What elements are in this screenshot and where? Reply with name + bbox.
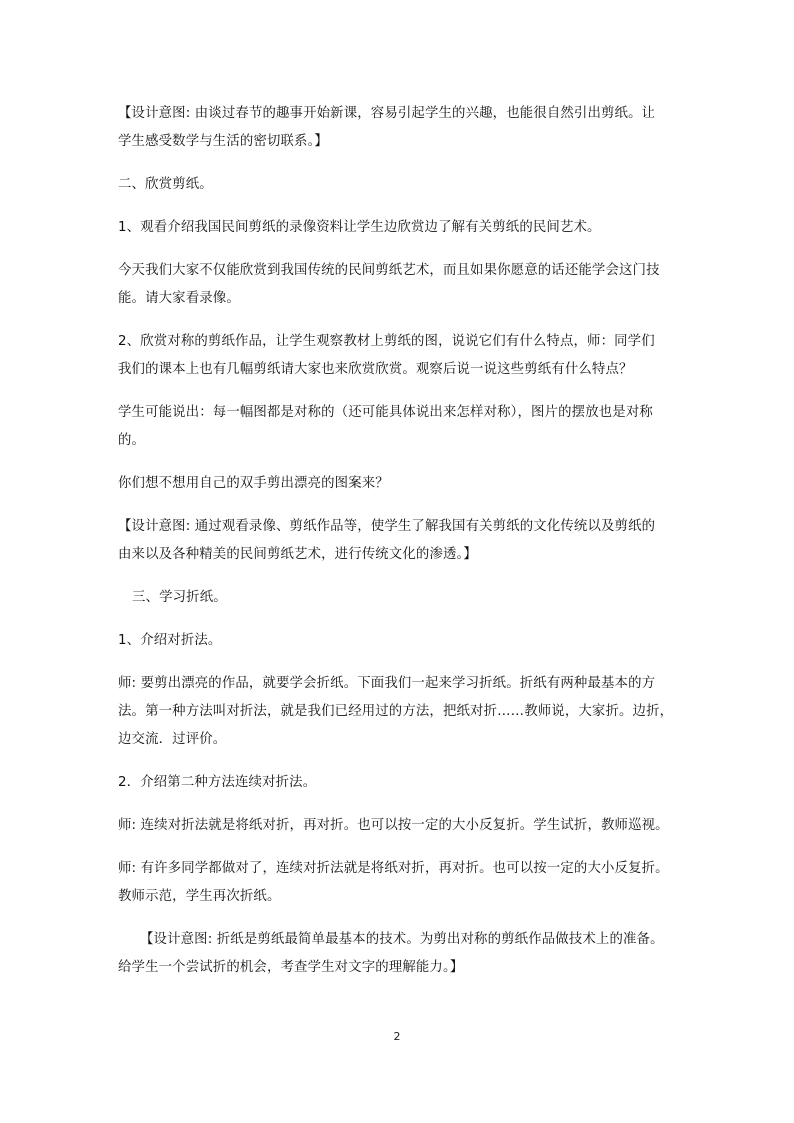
- section-heading-learn-folding: [118, 584, 683, 612]
- text-line: 二、欣赏剪纸。: [118, 177, 213, 192]
- text-line: 【设计意图: 通过观看录像、剪纸作品等，使学生了解我国有关剪纸的文化传统以及剪纸的: [118, 519, 656, 534]
- teacher-intro-paragraph: [118, 257, 683, 313]
- step-1-fold-method: [118, 627, 683, 655]
- step-1-watch-video: [118, 214, 683, 242]
- text-line: 【设计意图: 由谈过春节的趣事开始新课，容易引起学生的兴趣，也能很自然引出剪纸。让: [118, 106, 656, 121]
- student-response-paragraph: [118, 399, 683, 455]
- text-line: 2．介绍第二种方法连续对折法。: [118, 775, 317, 790]
- design-intent-paragraph-1: [118, 100, 683, 156]
- design-intent-paragraph-2: [118, 513, 683, 569]
- text-line: 2、欣赏对称的剪纸作品，让学生观察教材上剪纸的图，说说它们有什么特点，师：同学们: [118, 334, 655, 349]
- section-heading-appreciate-papercut: [118, 171, 683, 199]
- step-2-symmetric-works: [118, 328, 683, 384]
- teacher-feedback-paragraph: [118, 855, 683, 911]
- text-line: 我们的课本上也有几幅剪纸请大家也来欣赏欣赏。观察后说一说这些剪纸有什么特点？: [118, 362, 633, 377]
- text-line: 1、介绍对折法。: [118, 633, 222, 648]
- text-line: 1、观看介绍我国民间剪纸的录像资料让学生边欣赏边了解有关剪纸的民间艺术。: [118, 220, 601, 235]
- teacher-continuous-fold-paragraph: [118, 812, 683, 840]
- question-paragraph: [118, 470, 683, 498]
- text-line: 给学生一个尝试折的机会，考查学生对文字的理解能力。】: [118, 960, 464, 975]
- text-line: 由来以及各种精美的民间剪纸艺术，进行传统文化的渗透。】: [118, 547, 477, 562]
- text-line: 师: 有许多同学都做对了，连续对折法就是将纸对折，再对折。也可以按一定的大小反复折。: [118, 861, 669, 876]
- text-line: 教师示范，学生再次折纸。: [118, 889, 281, 904]
- text-line: 边交流．过评价。: [118, 732, 227, 747]
- page-body: [118, 100, 683, 997]
- text-line: 的。: [118, 433, 146, 448]
- text-line: 师: 连续对折法就是将纸对折，再对折。也可以按一定的大小反复折。学生试折，教师巡视。: [118, 818, 669, 833]
- text-line: 能。请大家看录像。: [118, 291, 240, 306]
- step-2-continuous-fold: [118, 769, 683, 797]
- text-line: 三、学习折纸。: [132, 590, 227, 605]
- text-line: 【设计意图: 折纸是剪纸最简单最基本的技术。为剪出对称的剪纸作品做技术上的准备。: [140, 932, 664, 947]
- text-line: 你们想不想用自己的双手剪出漂亮的图案来？: [118, 476, 389, 491]
- design-intent-paragraph-3: [118, 926, 683, 982]
- text-line: 学生可能说出：每一幅图都是对称的（还可能具体说出来怎样对称），图片的摆放也是对称: [118, 405, 653, 420]
- text-line: 今天我们大家不仅能欣赏到我国传统的民间剪纸艺术，而且如果你愿意的话还能学会这门技: [118, 263, 660, 278]
- teacher-folding-paragraph: [118, 670, 683, 754]
- text-line: 师: 要剪出漂亮的作品，就要学会折纸。下面我们一起来学习折纸。折纸有两种最基本的方: [118, 676, 656, 691]
- text-line: 法。第一种方法叫对折法，就是我们已经用过的方法，把纸对折……教师说，大家折。边折，: [118, 704, 674, 719]
- text-line: 学生感受数学与生活的密切联系。】: [118, 134, 328, 149]
- page-number: 2: [393, 1030, 401, 1043]
